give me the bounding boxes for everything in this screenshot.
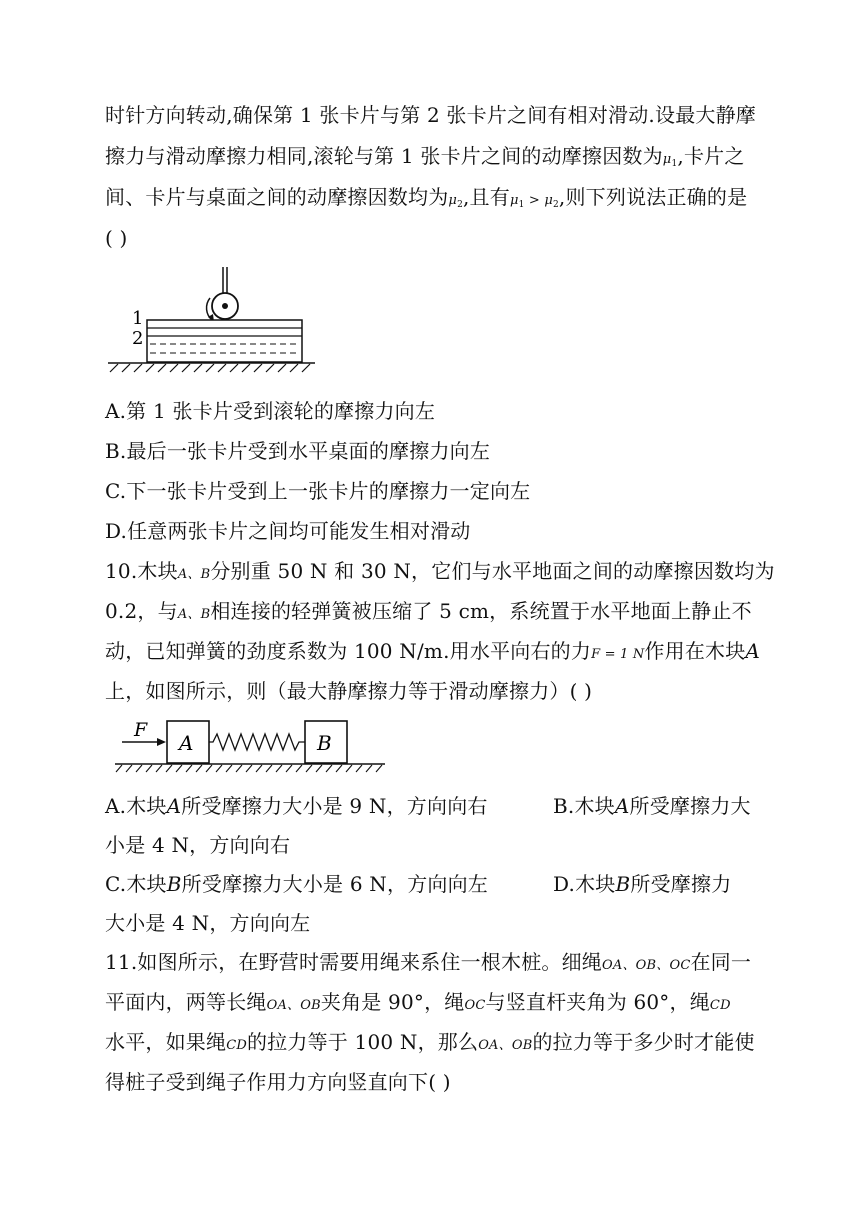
card-label-1: 1	[132, 308, 144, 329]
q10-option-b-cont: 小是 4 N，方向向右	[105, 833, 291, 857]
q10-option-b: B.木块A所受摩擦力大	[553, 794, 751, 818]
q9-line-3: 间、卡片与桌面之间的动摩擦因数均为$\mu_2$,且有$\mu_1 > \mu_2$,则下列说法正确的是	[105, 185, 748, 210]
force-label: F	[134, 719, 148, 741]
card-roller-figure	[100, 262, 320, 382]
q9-option-a: A.第 1 张卡片受到滚轮的摩擦力向左	[105, 399, 436, 423]
q11-line-1: 11.如图所示，在野营时需要用绳来系住一根木桩。细绳OA、OB、OC在同一	[105, 950, 752, 974]
q10-option-c: C.木块B所受摩擦力大小是 6 N，方向向左	[105, 872, 488, 896]
force-arrow-icon	[157, 738, 166, 746]
q10-line-4: 上，如图所示，则（最大静摩擦力等于滑动摩擦力）( )	[105, 679, 593, 703]
q10-option-a: A.木块A所受摩擦力大小是 9 N，方向向右	[105, 794, 488, 818]
q9-line-2: 擦力与滑动摩擦力相同,滚轮与第 1 张卡片之间的动摩擦因数为$\mu_1$,卡片之	[105, 144, 745, 169]
q11-line-4: 得桩子受到绳子作用力方向竖直向下( )	[105, 1070, 451, 1094]
q10-option-d: D.木块B所受摩擦力	[553, 872, 732, 896]
blocks-spring-figure	[110, 716, 400, 776]
svg-text:B: B	[317, 731, 332, 755]
q9-option-c: C.下一张卡片受到上一张卡片的摩擦力一定向左	[105, 479, 531, 503]
q10-line-3: 动，已知弹簧的劲度系数为 100 N/m.用水平向右的力F = 1 N作用在木块A	[105, 639, 761, 663]
q11-line-3: 水平，如果绳CD的拉力等于 100 N，那么OA、OB的拉力等于多少时才能使	[105, 1030, 755, 1054]
q9-line-1: 时针方向转动,确保第 1 张卡片与第 2 张卡片之间有相对滑动.设最大静摩	[105, 103, 756, 127]
q11-line-2: 平面内，两等长绳OA、OB夹角是 90°，绳OC与竖直杆夹角为 60°，绳CD	[105, 990, 731, 1014]
svg-text:A: A	[179, 731, 194, 755]
q9-option-b: B.最后一张卡片受到水平桌面的摩擦力向左	[105, 439, 491, 463]
q10-line-1: 10.木块A、B分别重 50 N 和 30 N，它们与水平地面之间的动摩擦因数均为	[105, 559, 775, 583]
q10-line-2: 0.2，与A、B相连接的轻弹簧被压缩了 5 cm，系统置于水平地面上静止不	[105, 599, 752, 623]
card-label-2: 2	[132, 328, 144, 349]
q9-option-d: D.任意两张卡片之间均可能发生相对滑动	[105, 519, 471, 543]
spring-icon	[209, 734, 305, 750]
q10-option-d-cont: 大小是 4 N，方向向左	[105, 911, 311, 935]
q9-answer-paren: ( )	[105, 226, 128, 250]
